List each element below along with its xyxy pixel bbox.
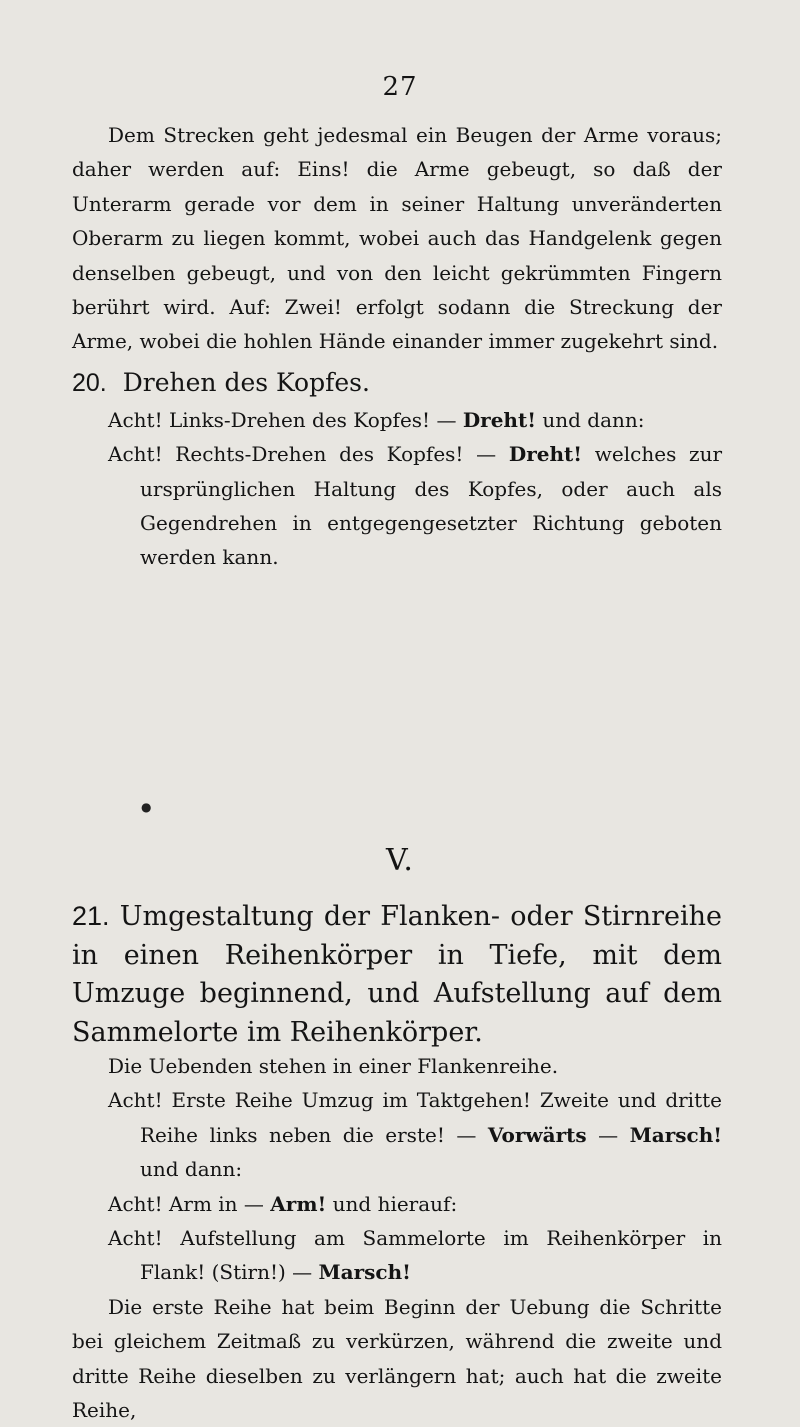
main-text-block (72, 118, 722, 575)
section-21-heading (72, 897, 722, 1052)
section-21-command-1-emphasis-a: Vorwärts (487, 1122, 587, 1147)
section-21-closing-paragraph: Die erste Reihe hat beim Beginn der Uebung die Schritte bei gleichem Zeitmaß zu verkürzen, während die zweite und dritte Reihe dieselben zu verlängern hat; auch hat die zweite Reihe, (72, 1294, 722, 1423)
section-20-title: Drehen des Kopfes. (122, 367, 370, 397)
command-left-turn-emphasis: Dreht! (462, 407, 536, 432)
command-right-turn-emphasis: Dreht! (508, 442, 583, 467)
command-right-turn-text: Acht! Rechts-Drehen des Kopfes! — (108, 442, 497, 467)
small-ink-dot: ● (141, 800, 152, 814)
section-21-command-1-followup: und dann: (140, 1157, 243, 1182)
section-20-number: 20. (72, 368, 107, 397)
command-line-right-turn (72, 437, 722, 575)
page-number: 27 (382, 72, 418, 102)
section-21-body (72, 1049, 722, 1427)
chapter-roman-numeral: V. (386, 843, 414, 878)
section-21-command-2-text: Acht! Arm in — (108, 1191, 264, 1216)
section-21-title: Umgestaltung der Flanken- oder Stirnreihe in einen Reihenkörper in Tiefe, mit dem Umzuge beginnend, und Aufstellung auf dem Sammelorte im Reihenkörper. (72, 901, 722, 1048)
command-right-turn-explanation: welches zur ursprünglichen Haltung des Kopfes, oder auch als Gegendrehen in entgegengesetzter Richtung geboten werden kann. (140, 442, 723, 570)
section-21-number: 21. (72, 901, 110, 931)
section-21-command-2 (72, 1187, 722, 1221)
section-21-command-1 (72, 1083, 722, 1186)
paragraph-arm-stretch: Dem Strecken geht jedesmal ein Beugen der Arme voraus; daher werden auf: Eins! die Arme gebeugt, so daß der Unterarm gerade vor dem in seiner Haltung unveränderten Oberarm zu liegen kommt, wobei auch das Handgelenk gegen denselben gebeugt, und von den leicht gekrümmten Fingern berührt wird. Auf: Zwei! erfolgt sodann die Streckung der Arme, wobei die hohlen Hände einander immer zugekehrt sind. (72, 123, 722, 354)
section-21-intro: Die Uebenden stehen in einer Flankenreihe. (108, 1054, 559, 1078)
section-21-command-1-dash: — (598, 1122, 619, 1147)
command-line-left-turn (72, 403, 722, 437)
section-21-command-1-emphasis-b: Marsch! (629, 1122, 723, 1147)
section-21-command-3-text: Acht! Aufstellung am Sammelorte im Reihenkörper in Flank! (Stirn!) — (108, 1226, 722, 1285)
section-21-command-2-emphasis: Arm! (270, 1191, 327, 1216)
command-left-turn-text: Acht! Links-Drehen des Kopfes! — (108, 407, 457, 432)
section-20-heading (72, 363, 722, 403)
section-21-command-2-followup: und hierauf: (332, 1191, 458, 1216)
section-21-command-3 (72, 1221, 722, 1290)
section-21-command-3-emphasis: Marsch! (318, 1260, 411, 1285)
section-21-command-1-text: Acht! Erste Reihe Umzug im Taktgehen! Zweite und dritte Reihe links neben die erste! — (108, 1088, 722, 1147)
command-left-turn-followup: und dann: (542, 407, 645, 432)
